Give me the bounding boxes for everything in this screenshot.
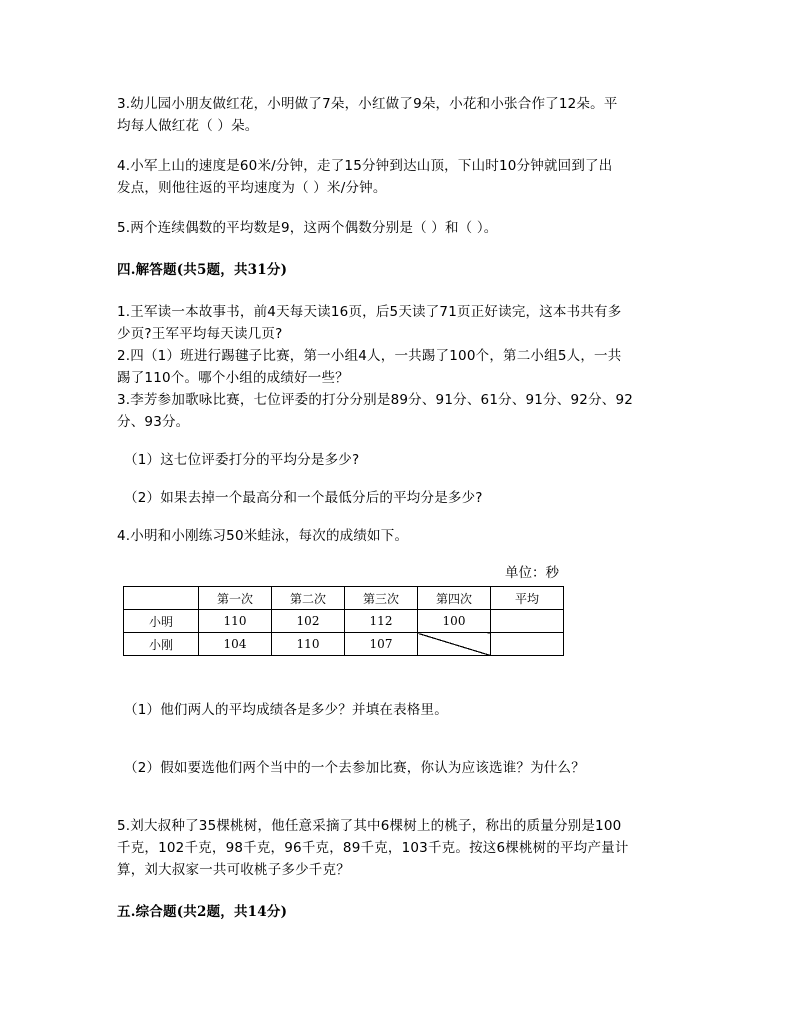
table-header-cell: 第四次: [418, 587, 491, 610]
problem-3-line-1: 3.李芳参加歌咏比赛，七位评委的打分分别是89分、91分、61分、91分、92分、92: [117, 392, 634, 408]
problem-4-sub-2: （2）假如要选他们两个当中的一个去参加比赛，你认为应该选谁？为什么？: [124, 760, 585, 776]
problem-1-line-1: 1.王军读一本故事书，前4天每天读16页，后5天读了71页正好读完，这本书共有多: [117, 304, 622, 320]
table-header-row: [124, 587, 564, 610]
table-cell: 110: [272, 633, 345, 656]
table-cell: 112: [345, 610, 418, 633]
table-unit-label: 单位：秒: [505, 565, 559, 581]
table-row: [124, 633, 564, 656]
table-cell: 104: [199, 633, 272, 656]
table-header-cell: 第二次: [272, 587, 345, 610]
table-header-cell: 第三次: [345, 587, 418, 610]
table-cell: 110: [199, 610, 272, 633]
problem-4-sub-1: （1）他们两人的平均成绩各是多少？并填在表格里。: [124, 702, 448, 718]
section-5-heading: 五.综合题(共2题，共14分): [117, 904, 288, 920]
question-4-line-1: 4.小军上山的速度是60米/分钟，走了15分钟到达山顶，下山时10分钟就回到了出: [117, 158, 613, 174]
problem-5-line-2: 千克，102千克，98千克，96千克，89千克，103千克。按这6棵桃树的平均产量计: [117, 840, 629, 856]
swim-score-table: [123, 586, 564, 656]
table-cell-average: [491, 610, 564, 633]
problem-2-line-2: 踢了110个。哪个小组的成绩好一些？: [117, 370, 349, 386]
table-cell: 102: [272, 610, 345, 633]
problem-2-line-1: 2.四（1）班进行踢毽子比赛，第一小组4人，一共踢了100个，第二小组5人，一共: [117, 348, 622, 364]
table-cell: 100: [418, 610, 491, 633]
table-header-cell: 平均: [491, 587, 564, 610]
table-row-label: 小明: [124, 610, 199, 633]
question-5-line-1: 5.两个连续偶数的平均数是9，这两个偶数分别是（ ）和（ ）。: [117, 220, 498, 236]
problem-5-line-3: 算，刘大叔家一共可收桃子多少千克？: [117, 862, 350, 878]
problem-3-line-2: 分、93分。: [117, 414, 190, 430]
table-cell-crossed: [418, 633, 491, 656]
table-header-cell: [124, 587, 199, 610]
table-cell: 107: [345, 633, 418, 656]
problem-1-line-2: 少页?王军平均每天读几页?: [117, 326, 283, 342]
problem-4-line-1: 4.小明和小刚练习50米蛙泳，每次的成绩如下。: [117, 528, 409, 544]
problem-5-line-1: 5.刘大叔种了35棵桃树，他任意采摘了其中6棵树上的桃子，称出的质量分别是100: [117, 818, 622, 834]
section-4-heading: 四.解答题(共5题，共31分): [117, 262, 288, 278]
table-cell-average: [491, 633, 564, 656]
table-header-cell: 第一次: [199, 587, 272, 610]
question-3-line-1: 3.幼儿园小朋友做红花，小明做了7朵，小红做了9朵，小花和小张合作了12朵。平: [117, 96, 618, 112]
table-row-label: 小刚: [124, 633, 199, 656]
question-4-line-2: 发点，则他往返的平均速度为（ ）米/分钟。: [117, 180, 387, 196]
problem-3-sub-1: （1）这七位评委打分的平均分是多少?: [124, 452, 360, 468]
table-row: [124, 610, 564, 633]
problem-3-sub-2: （2）如果去掉一个最高分和一个最低分后的平均分是多少?: [124, 490, 483, 506]
question-3-line-2: 均每人做红花（ ）朵。: [117, 118, 259, 134]
